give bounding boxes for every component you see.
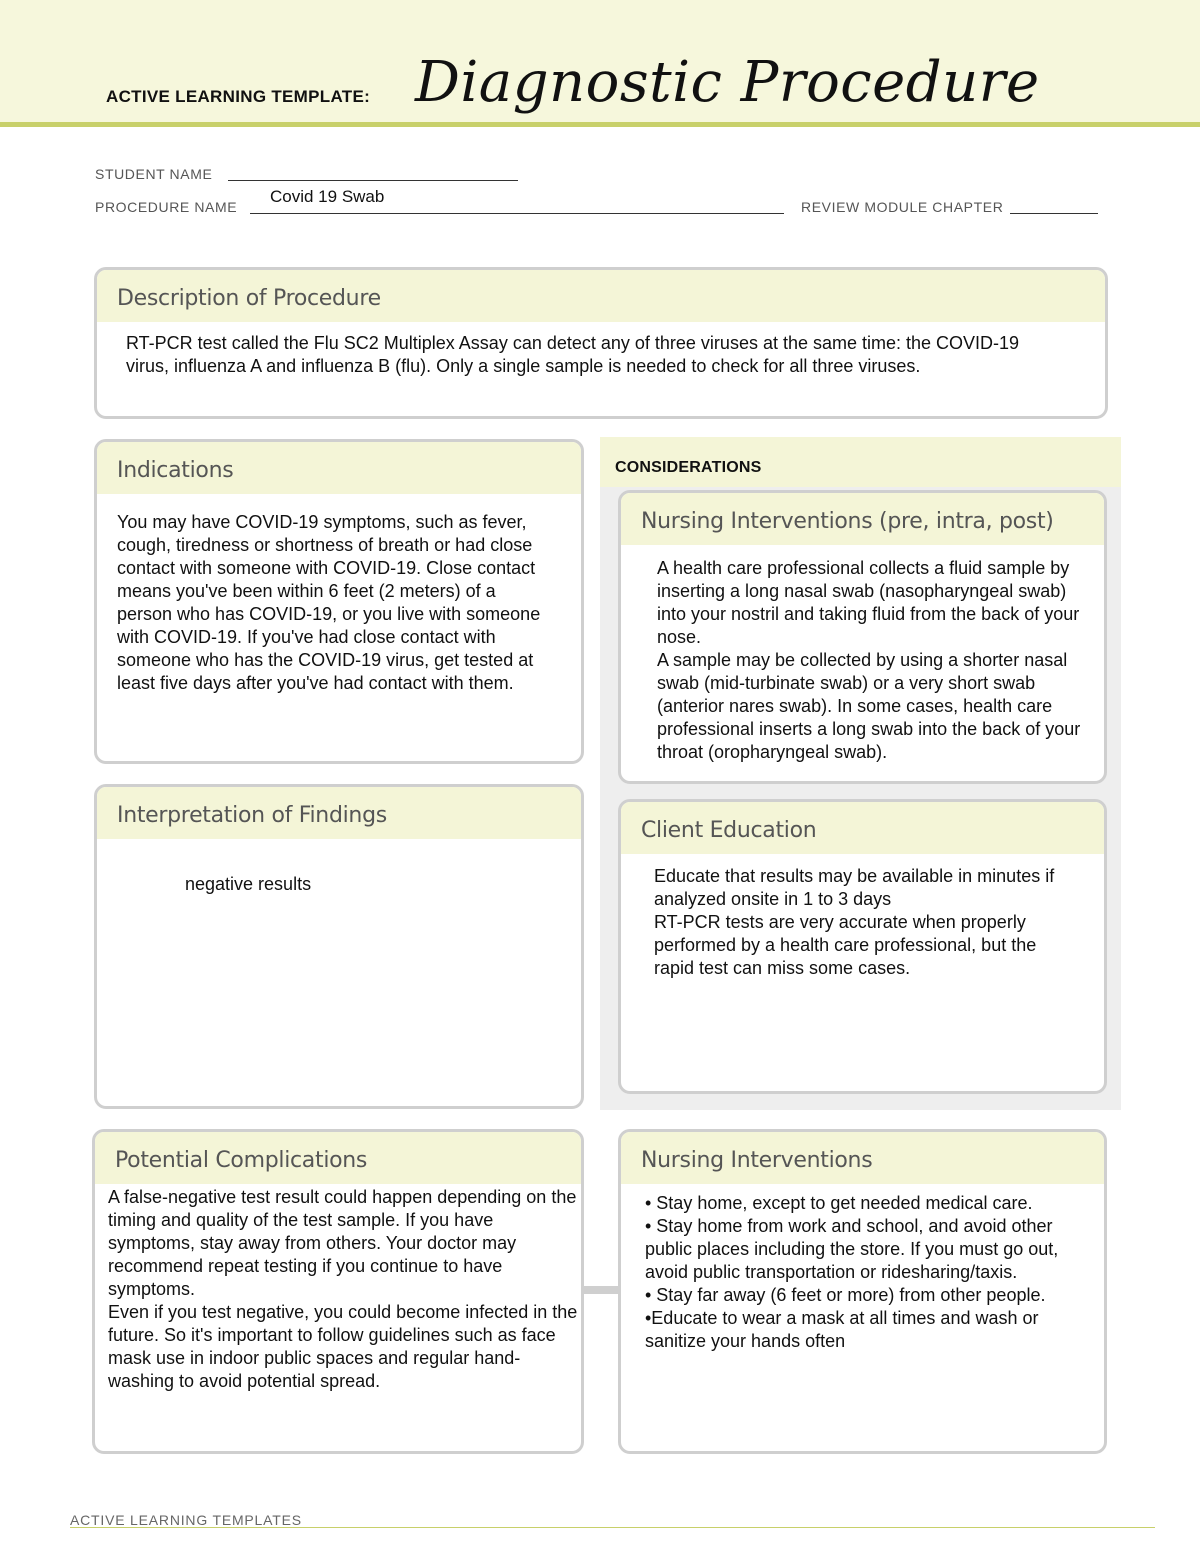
template-label: ACTIVE LEARNING TEMPLATE: xyxy=(106,87,371,106)
interpretation-text[interactable]: negative results xyxy=(185,874,312,894)
footer-label: ACTIVE LEARNING TEMPLATES xyxy=(70,1512,302,1528)
footer-divider xyxy=(70,1527,1155,1528)
nursing-interventions-title: Nursing Interventions xyxy=(641,1148,873,1173)
nursing-interventions-header xyxy=(621,1132,1104,1184)
description-title: Description of Procedure xyxy=(117,286,381,311)
interpretation-header xyxy=(97,787,581,839)
client-education-title: Client Education xyxy=(641,818,817,843)
client-education-header xyxy=(621,802,1104,854)
client-education-section xyxy=(618,799,1107,1094)
description-header xyxy=(97,270,1105,322)
indications-title: Indications xyxy=(117,458,234,483)
interpretation-section xyxy=(94,784,584,1109)
nursing-interventions-pip-text[interactable]: A health care professional collects a fluid sample by inserting a long nasal swab (nasopharyngeal swab) into your nostril and taking fluid from the back of your nose. A sample may be collected by using a shorter nasal swab (mid-turbinate swab) or a very short swab (anterior nares swab). In some cases, health care professional inserts a long swab into the back of your throat (oropharyngeal swab). xyxy=(657,558,1081,762)
interpretation-title: Interpretation of Findings xyxy=(117,803,387,828)
client-education-text[interactable]: Educate that results may be available in minutes if analyzed onsite in 1 to 3 days RT-PCR tests are very accurate when properly performed by a health care professional, but the rapid test can miss some cases. xyxy=(654,866,1055,978)
description-section xyxy=(94,267,1108,419)
student-name-field[interactable] xyxy=(228,180,518,181)
procedure-name-field[interactable] xyxy=(250,213,784,214)
description-text[interactable]: RT-PCR test called the Flu SC2 Multiplex Assay can detect any of three viruses at the same time: the COVID-19 virus, influenza A and influenza B (flu). Only a single sample is needed to check for all three viruses. xyxy=(126,333,1020,376)
header-divider xyxy=(0,122,1200,127)
procedure-name-value: Covid 19 Swab xyxy=(270,187,385,206)
nursing-interventions-pip-section xyxy=(618,490,1107,784)
nursing-interventions-section xyxy=(618,1129,1107,1454)
complications-text[interactable]: A false-negative test result could happen depending on the timing and quality of the test sample. If you have symptoms, stay away from others. Your doctor may recommend repeat testing if you continue to have symptoms. Even if you test negative, you could become infected in the future. So it's important to follow guidelines such as face mask use in indoor public spaces and regular hand-washing to avoid potential spread. xyxy=(108,1187,578,1391)
indications-text[interactable]: You may have COVID-19 symptoms, such as fever, cough, tiredness or shortness of breath or had close contact with someone with COVID-19. Close contact means you've been within 6 feet (2 meters) of a person who has COVID-19, or you live with someone with COVID-19. If you've had close contact with someone who has the COVID-19 virus, get tested at least five days after you've had contact with them. xyxy=(117,512,541,693)
indications-section xyxy=(94,439,584,764)
student-name-label: STUDENT NAME xyxy=(95,166,213,182)
complications-header xyxy=(95,1132,581,1184)
complications-title: Potential Complications xyxy=(115,1148,368,1173)
nursing-interventions-pip-header xyxy=(621,493,1104,545)
review-module-field[interactable] xyxy=(1010,213,1098,214)
nursing-interventions-pip-title: Nursing Interventions (pre, intra, post) xyxy=(641,509,1054,534)
considerations-label: CONSIDERATIONS xyxy=(615,459,762,476)
procedure-name-label: PROCEDURE NAME xyxy=(95,199,238,215)
section-connector xyxy=(583,1286,621,1294)
complications-section xyxy=(92,1129,584,1454)
review-module-label: REVIEW MODULE CHAPTER xyxy=(801,199,1004,215)
indications-header xyxy=(97,442,581,494)
nursing-interventions-text[interactable]: • Stay home, except to get needed medical care. • Stay home from work and school, and avoid other public places including the store. If you must go out, avoid public transportation or ridesharing/taxis. • Stay far away (6 feet or more) from other people. •Educate to wear a mask at all times and wash or sanitize your hands often xyxy=(645,1193,1059,1351)
page-title: Diagnostic Procedure xyxy=(415,50,1040,115)
